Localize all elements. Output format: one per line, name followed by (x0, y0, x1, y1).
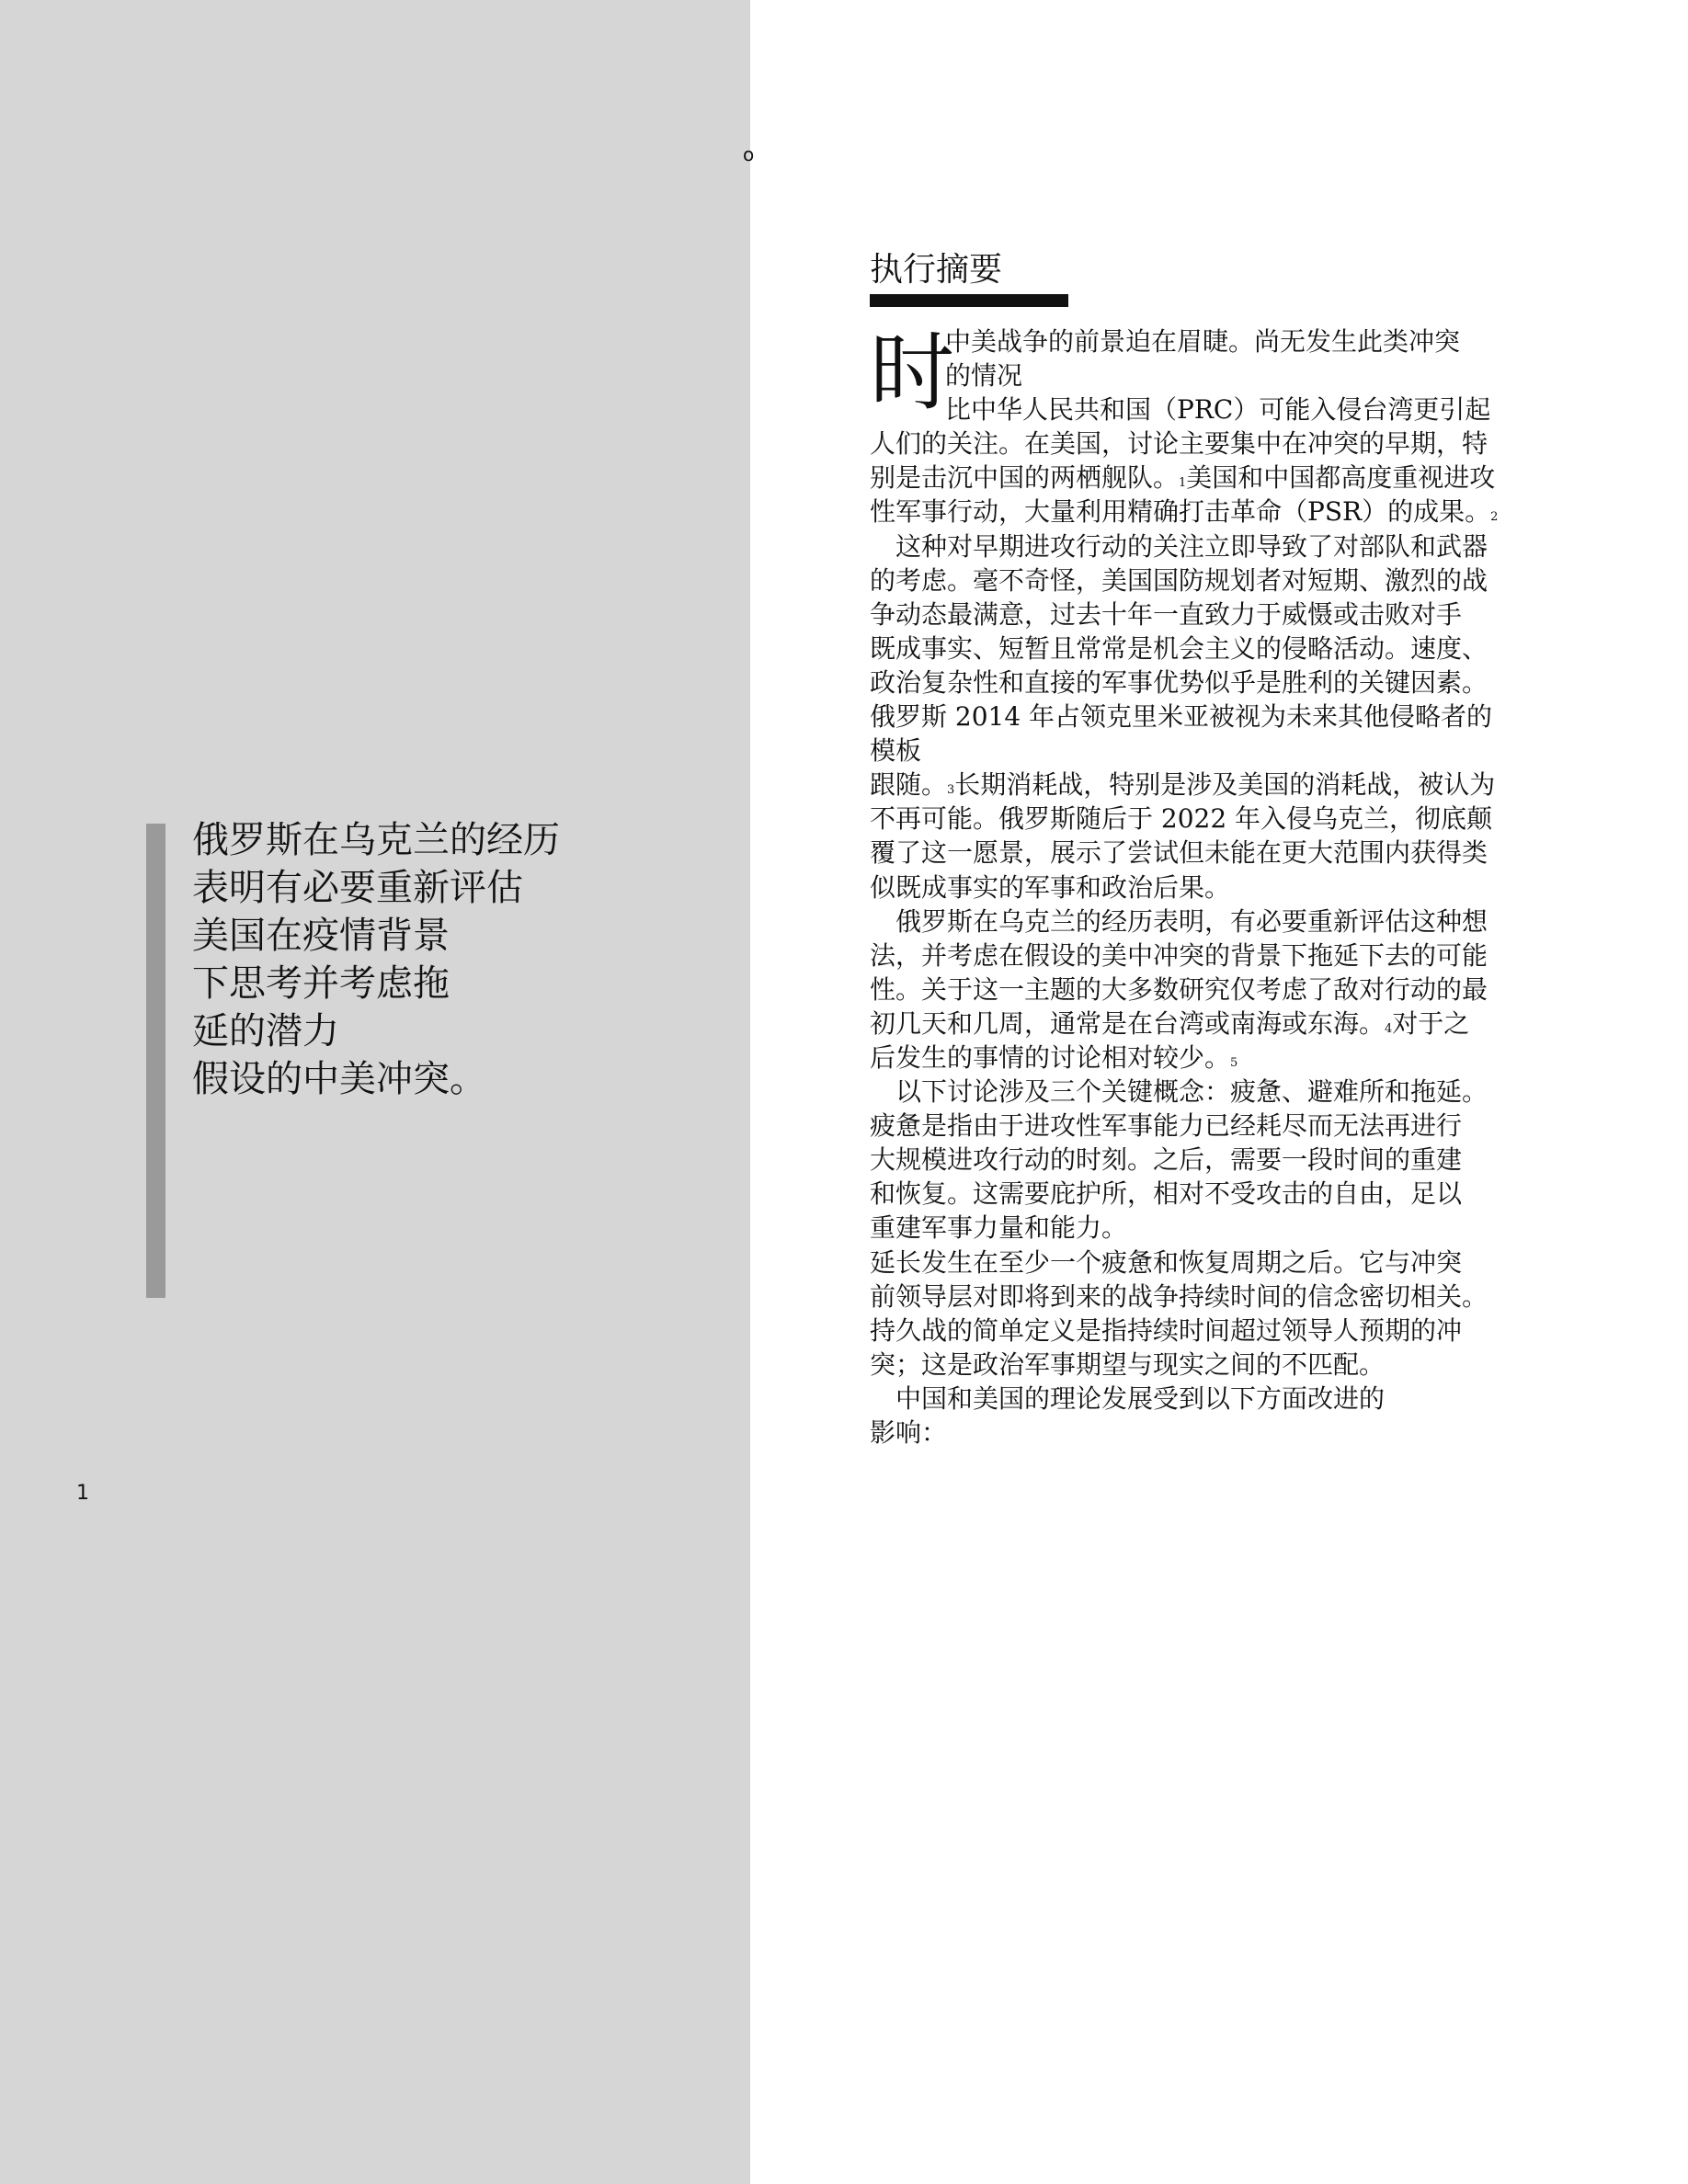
body-line: 似既成事实的军事和政治后果。 (870, 871, 1231, 903)
pull-quote-line: 俄罗斯在乌克兰的经历 (192, 819, 560, 861)
pull-quote-line: 延的潜力 (192, 1010, 339, 1052)
body-line: 这种对早期进攻行动的关注立即导致了对部队和武器 (895, 530, 1488, 562)
body-line: 比中华人民共和国（PRC）可能入侵台湾更引起 (945, 394, 1491, 426)
body-line: 持久战的简单定义是指持续时间超过领导人预期的冲 (870, 1314, 1463, 1346)
body-line: 以下讨论涉及三个关键概念：疲惫、避难所和拖延。 (895, 1076, 1488, 1108)
page-number: 1 (76, 1482, 89, 1505)
body-line: 性。关于这一主题的大多数研究仅考虑了敌对行动的最 (870, 973, 1488, 1005)
body-line: 初几天和几周，通常是在台湾或南海或东海。4对于之 (870, 1007, 1470, 1039)
body-line: 疲惫是指由于进攻性军事能力已经耗尽而无法再进行 (870, 1110, 1463, 1142)
body-line: 不再可能。俄罗斯随后于 2022 年入侵乌克兰，彻底颠 (870, 803, 1493, 835)
title-underline (870, 294, 1068, 307)
body-line: 和恢复。这需要庇护所，相对不受攻击的自由，足以 (870, 1178, 1463, 1210)
footnote-ref[interactable]: 4 (1385, 1021, 1393, 1036)
body-line: 覆了这一愿景，展示了尝试但未能在更大范围内获得类 (870, 837, 1488, 869)
body-line: 人们的关注。在美国，讨论主要集中在冲突的早期，特 (870, 428, 1488, 460)
body-line: 影响： (870, 1417, 948, 1448)
body-line: 中美战争的前景迫在眉睫。尚无发生此类冲突 (945, 326, 1461, 357)
pull-quote-line: 表明有必要重新评估 (192, 867, 523, 909)
body-line: 延长发生在至少一个疲惫和恢复周期之后。它与冲突 (870, 1246, 1463, 1278)
body-line: 既成事实、短暂且常常是机会主义的侵略活动。速度、 (870, 632, 1488, 664)
body-text (870, 324, 1550, 1450)
body-line: 法，并考虑在假设的美中冲突的背景下拖延下去的可能 (870, 939, 1488, 971)
pull-quote-line: 美国在疫情背景 (192, 915, 450, 957)
stray-mark: o (743, 143, 755, 165)
body-line: 争动态最满意，过去十年一直致力于威慑或击败对手 (870, 598, 1463, 630)
section-title: 执行摘要 (870, 251, 1003, 289)
body-line: 俄罗斯 2014 年占领克里米亚被视为未来其他侵略者的 (870, 701, 1493, 733)
footnote-ref[interactable]: 1 (1179, 476, 1187, 491)
body-line: 跟随。3长期消耗战，特别是涉及美国的消耗战，被认为 (870, 769, 1496, 801)
pull-quote-line: 下思考并考虑拖 (192, 962, 450, 1005)
pull-quote (192, 816, 707, 1103)
footnote-ref[interactable]: 5 (1230, 1055, 1238, 1070)
body-line: 突；这是政治军事期望与现实之间的不匹配。 (870, 1348, 1386, 1380)
body-line: 别是击沉中国的两栖舰队。1美国和中国都高度重视进攻 (870, 462, 1496, 494)
body-line: 中国和美国的理论发展受到以下方面改进的 (895, 1382, 1386, 1414)
body-line: 大规模进攻行动的时刻。之后，需要一段时间的重建 (870, 1144, 1463, 1176)
body-line: 政治复杂性和直接的军事优势似乎是胜利的关键因素。 (870, 666, 1488, 698)
footnote-ref[interactable]: 2 (1490, 510, 1499, 525)
body-line: 性军事行动，大量利用精确打击革命（PSR）的成果。2 (870, 496, 1499, 528)
body-line: 模板 (870, 735, 922, 767)
body-line: 俄罗斯在乌克兰的经历表明，有必要重新评估这种想 (895, 905, 1488, 937)
pull-quote-bar (146, 824, 165, 1298)
body-line: 的情况 (945, 360, 1023, 392)
body-line: 后发生的事情的讨论相对较少。5 (870, 1041, 1238, 1073)
body-line: 重建军事力量和能力。 (870, 1212, 1128, 1244)
body-line: 的考虑。毫不奇怪，美国国防规划者对短期、激烈的战 (870, 564, 1488, 596)
drop-cap: 时 (870, 324, 955, 422)
pull-quote-line: 假设的中美冲突。 (192, 1058, 486, 1100)
body-line: 前领导层对即将到来的战争持续时间的信念密切相关。 (870, 1280, 1488, 1312)
footnote-ref[interactable]: 3 (947, 783, 955, 798)
